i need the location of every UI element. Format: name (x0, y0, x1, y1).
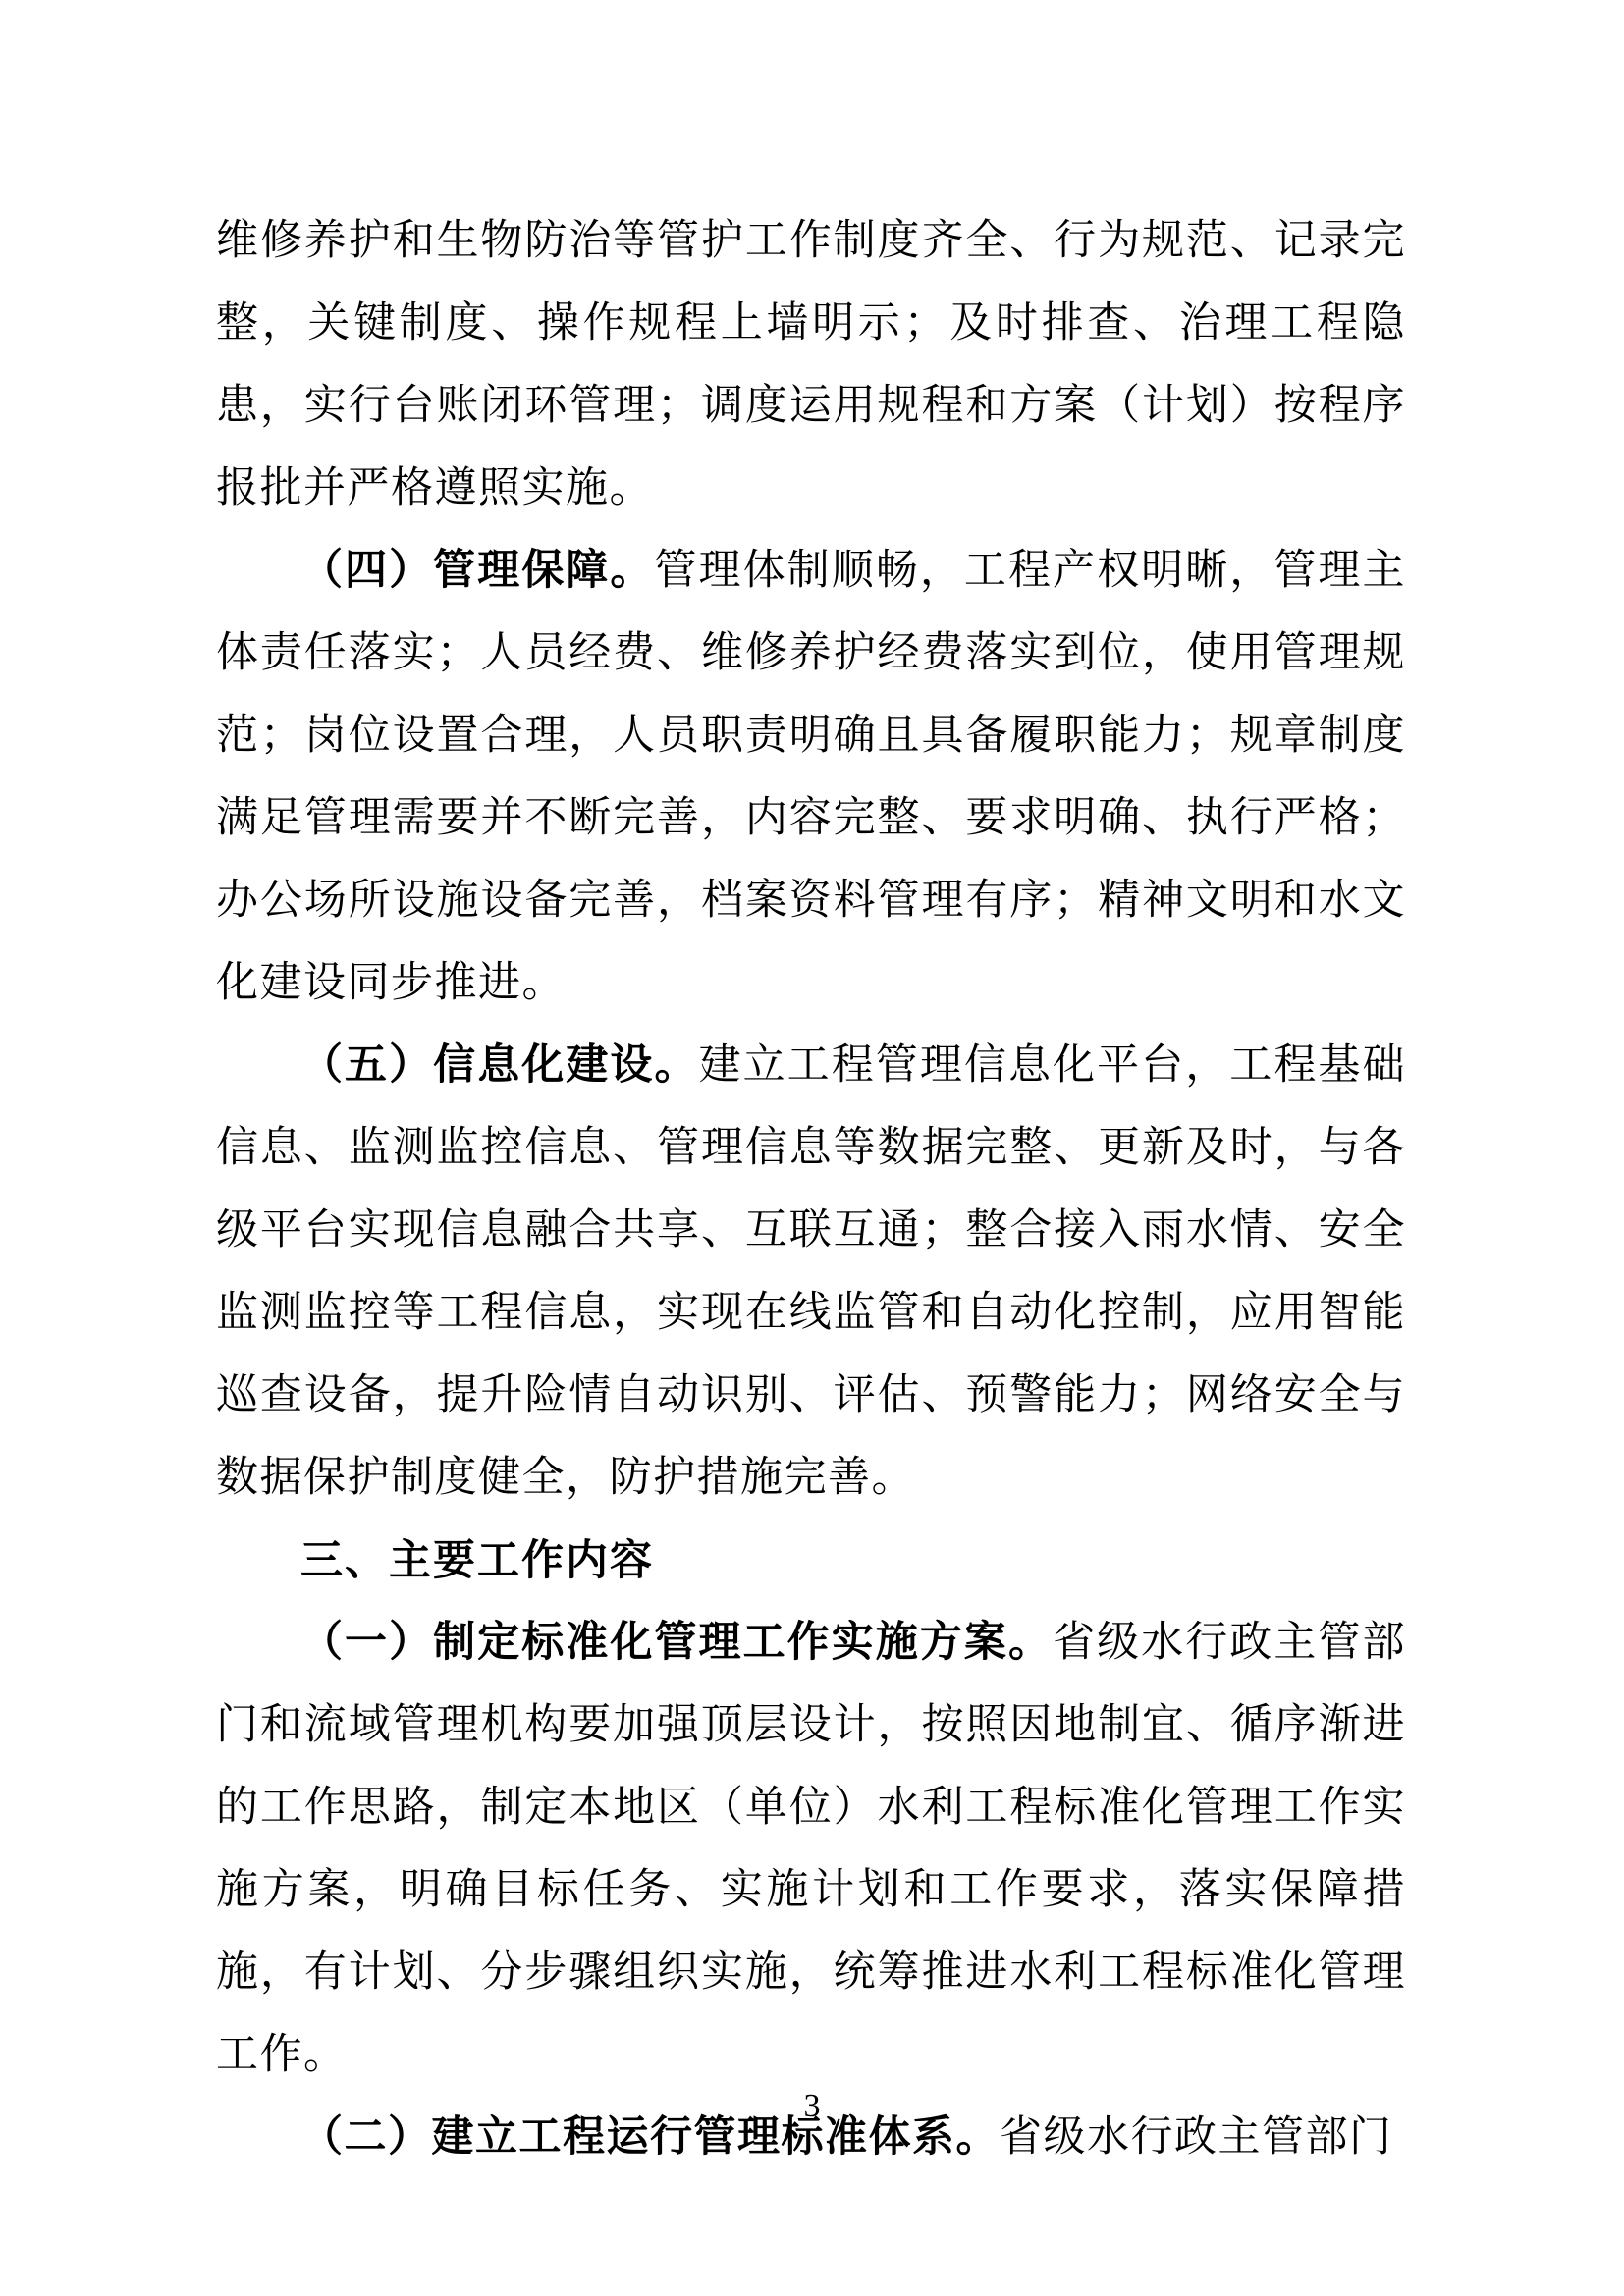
page-number: 3 (803, 2088, 821, 2124)
paragraph-item-5 (216, 1025, 1406, 1520)
item-2-lead: （二）建立工程运行管理标准体系。 (300, 2114, 1000, 2161)
item-4-body: 管理体制顺畅，工程产权明晰，管理主体责任落实；人员经费、维修养护经费落实到位，使用管理规范；岗位设置合理，人员职责明确且具备履职能力；规章制度满足管理需要并不断完善，内容完整、要求明确、执行严格；办公场所设施设备完善，档案资料管理有序；精神文明和水文化建设同步推进。 (216, 548, 1406, 1006)
item-2-body: 省级水行政主管部门 (1000, 2114, 1393, 2161)
item-5-body: 建立工程管理信息化平台，工程基础信息、监测监控信息、管理信息等数据完整、更新及时，与各级平台实现信息融合共享、互联互通；整合接入雨水情、安全监测监控等工程信息，实现在线监管和自动化控制，应用智能巡查设备，提升险情自动识别、评估、预警能力；网络安全与数据保护制度健全，防护措施完善。 (216, 1042, 1406, 1501)
document-body (216, 200, 1406, 2179)
item-5-lead: （五）信息化建设。 (300, 1042, 699, 1089)
item-1-lead: （一）制定标准化管理工作实施方案。 (300, 1620, 1054, 1666)
section-heading: 三、主要工作内容 (300, 1537, 654, 1584)
paragraph-item-1 (216, 1602, 1406, 2097)
item-1-body: 省级水行政主管部门和流域管理机构要加强顶层设计，按照因地制宜、循序渐进的工作思路，制定本地区（单位）水利工程标准化管理工作实施方案，明确目标任务、实施计划和工作要求，落实保障措施，有计划、分步骤组织实施，统筹推进水利工程标准化管理工作。 (216, 1620, 1406, 2078)
paragraph-item-4 (216, 530, 1406, 1025)
item-4-lead: （四）管理保障。 (300, 548, 655, 594)
paragraph-continuation: 维修养护和生物防治等管护工作制度齐全、行为规范、记录完整，关键制度、操作规程上墙明示；及时排查、治理工程隐患，实行台账闭环管理；调度运用规程和方案（计划）按程序报批并严格遵照实施。 (216, 218, 1406, 511)
